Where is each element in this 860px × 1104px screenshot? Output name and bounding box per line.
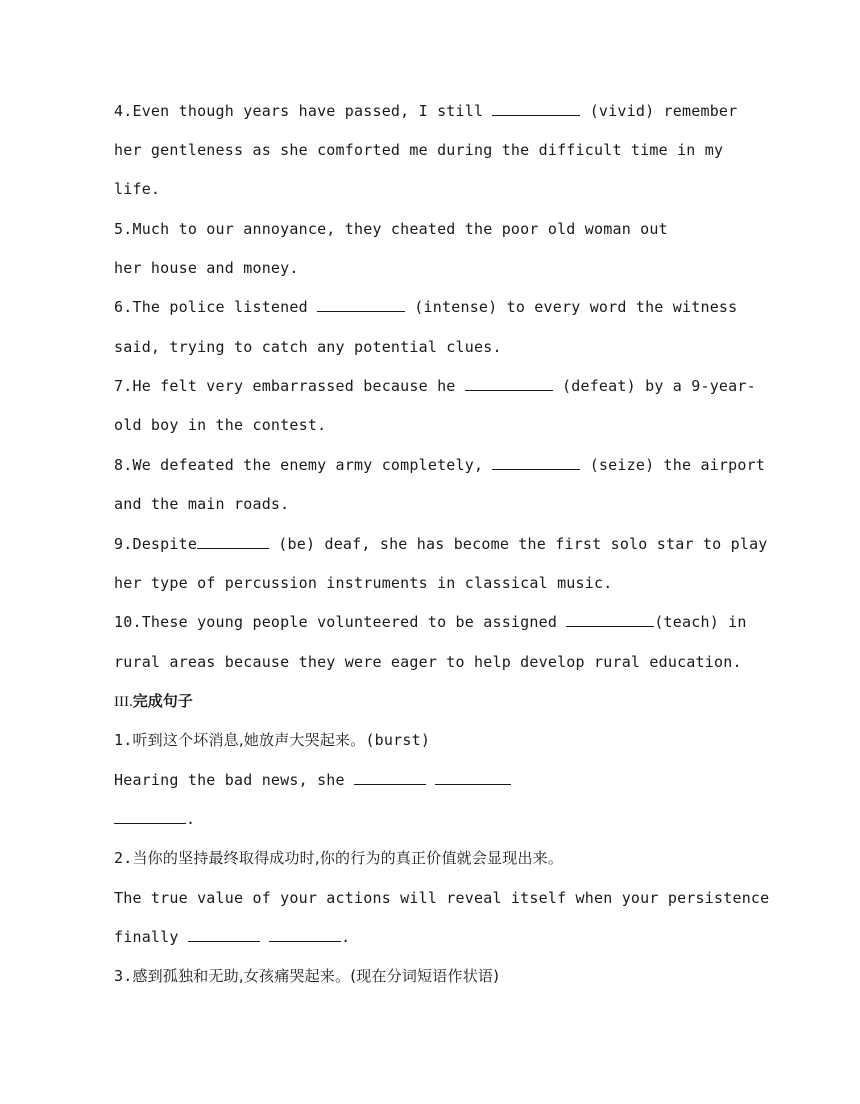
- section-heading: III.完成句子: [114, 692, 193, 710]
- answer-blank[interactable]: [566, 612, 654, 627]
- sentence-2-prompt: 2.当你的坚持最终取得成功时,你的行为的真正价值就会显现出来。: [114, 849, 564, 867]
- answer-blank[interactable]: [465, 376, 553, 391]
- question-6-line-1: 6.The police listened (intense) to every word the witness: [114, 298, 738, 316]
- question-5-line-2: her house and money.: [114, 259, 299, 277]
- sentence-2-answer-line-1: The true value of your actions will reveal itself when your persistence: [114, 889, 770, 907]
- question-10-line-2: rural areas because they were eager to help develop rural education.: [114, 653, 742, 671]
- question-9-line-1: 9.Despite (be) deaf, she has become the first solo star to play: [114, 535, 768, 553]
- answer-blank[interactable]: [492, 101, 580, 116]
- sentence-1-answer-line-2: .: [114, 809, 195, 829]
- answer-blank[interactable]: [317, 297, 405, 312]
- answer-blank[interactable]: [114, 809, 186, 824]
- sentence-1-prompt: 1.听到这个坏消息,她放声大哭起来。(burst): [114, 731, 431, 749]
- answer-blank[interactable]: [435, 770, 511, 785]
- answer-blank[interactable]: [197, 534, 269, 549]
- question-4-line-3: life.: [114, 180, 161, 198]
- question-9-line-2: her type of percussion instruments in classical music.: [114, 574, 613, 592]
- sentence-1-answer-line-1: Hearing the bad news, she: [114, 770, 511, 790]
- question-8-line-1: 8.We defeated the enemy army completely, (seize) the airport: [114, 456, 766, 474]
- answer-blank[interactable]: [269, 927, 341, 942]
- answer-blank[interactable]: [492, 455, 580, 470]
- answer-blank[interactable]: [354, 770, 426, 785]
- question-4-line-2: her gentleness as she comforted me during the difficult time in my: [114, 141, 724, 159]
- question-7-line-2: old boy in the contest.: [114, 416, 327, 434]
- question-5-line-1: 5.Much to our annoyance, they cheated the poor old woman out: [114, 220, 668, 238]
- question-8-line-2: and the main roads.: [114, 495, 290, 513]
- sentence-3-prompt: 3.感到孤独和无助,女孩痛哭起来。(现在分词短语作状语): [114, 967, 500, 985]
- answer-blank[interactable]: [188, 927, 260, 942]
- question-4-line-1: 4.Even though years have passed, I still (vivid) remember: [114, 102, 738, 120]
- question-10-line-1: 10.These young people volunteered to be assigned (teach) in: [114, 613, 747, 631]
- question-7-line-1: 7.He felt very embarrassed because he (defeat) by a 9-year-: [114, 377, 756, 395]
- question-6-line-2: said, trying to catch any potential clues.: [114, 338, 502, 356]
- sentence-2-answer-line-2: finally .: [114, 928, 351, 946]
